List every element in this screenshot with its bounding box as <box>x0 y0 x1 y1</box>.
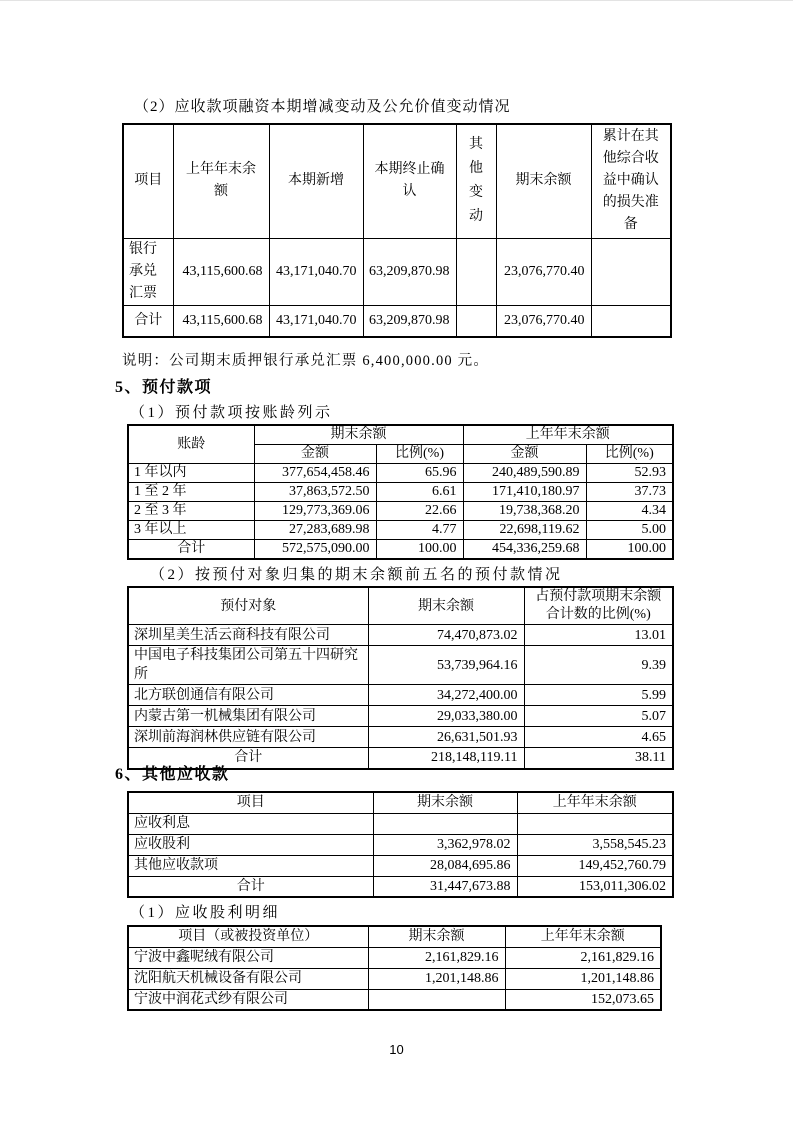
column-header: 期末余额 <box>368 926 505 947</box>
heading-dividends-detail: （1）应收股利明细 <box>130 905 281 921</box>
table-row <box>128 646 673 685</box>
table-row <box>128 464 673 483</box>
heading-prepayments-top5: （2）按预付对象归集的期末余额前五名的预付款情况 <box>150 567 563 583</box>
heading-section6-other-receivables: 6、其他应收款 <box>115 766 230 783</box>
table-row <box>128 968 661 989</box>
table-cell: 沈阳航天机械设备有限公司 <box>128 968 368 989</box>
table-cell: 23,076,770.40 <box>496 238 591 305</box>
table-cell: 1,201,148.86 <box>368 968 505 989</box>
table-cell: 宁波中润花式纱有限公司 <box>128 989 368 1010</box>
table-row <box>128 876 673 897</box>
table-row <box>128 834 673 855</box>
table-cell: 银行承兑汇票 <box>123 238 173 305</box>
table-cell: 合计 <box>128 876 373 897</box>
table-row <box>128 989 661 1010</box>
table-header-row <box>128 792 673 813</box>
table-row <box>128 502 673 521</box>
table-cell: 43,171,040.70 <box>269 238 363 305</box>
table-cell: 100.00 <box>376 540 463 560</box>
table-cell: 1,201,148.86 <box>505 968 661 989</box>
column-header: 项目 <box>128 792 373 813</box>
table-cell: 北方联创通信有限公司 <box>128 685 368 706</box>
prepayments-aging-table <box>127 424 674 560</box>
column-header: 比例(%) <box>376 445 463 464</box>
column-header: 本期新增 <box>269 124 363 238</box>
table-cell: 合计 <box>128 748 368 769</box>
table-cell: 合计 <box>123 305 173 337</box>
table-cell <box>368 989 505 1010</box>
table-cell: 26,631,501.93 <box>368 727 524 748</box>
table-cell: 22,698,119.62 <box>463 521 586 540</box>
column-header: 期末余额 <box>254 425 463 445</box>
table-cell: 合计 <box>128 540 254 560</box>
table-cell: 13.01 <box>524 625 673 646</box>
table-cell: 宁波中鑫呢绒有限公司 <box>128 947 368 968</box>
column-header: 金额 <box>463 445 586 464</box>
table-cell: 37,863,572.50 <box>254 483 376 502</box>
table-cell: 应收股利 <box>128 834 373 855</box>
table-cell: 240,489,590.89 <box>463 464 586 483</box>
column-header: 期末余额 <box>496 124 591 238</box>
table-cell <box>456 305 496 337</box>
table-header-row <box>128 926 661 947</box>
column-header: 期末余额 <box>368 587 524 625</box>
column-header: 比例(%) <box>586 445 673 464</box>
table-cell: 9.39 <box>524 646 673 685</box>
column-header: 上年年末余额 <box>505 926 661 947</box>
table-row <box>128 483 673 502</box>
table-row <box>123 238 671 305</box>
table-header-row <box>128 587 673 625</box>
table-cell <box>517 813 673 834</box>
column-header: 期末余额 <box>373 792 517 813</box>
table-cell: 5.00 <box>586 521 673 540</box>
receivables-financing-table <box>122 123 672 338</box>
table-cell: 中国电子科技集团公司第五十四研究所 <box>128 646 368 685</box>
dividends-receivable-table <box>127 925 662 1011</box>
table-cell: 53,739,964.16 <box>368 646 524 685</box>
table-cell: 4.65 <box>524 727 673 748</box>
table-cell: 23,076,770.40 <box>496 305 591 337</box>
column-header: 预付对象 <box>128 587 368 625</box>
table-cell: 4.34 <box>586 502 673 521</box>
table-cell: 4.77 <box>376 521 463 540</box>
table-cell: 572,575,090.00 <box>254 540 376 560</box>
page-number: 10 <box>389 1042 404 1057</box>
table-cell: 1 至 2 年 <box>128 483 254 502</box>
table-cell: 63,209,870.98 <box>363 238 456 305</box>
heading-receivables-financing: （2）应收款项融资本期增减变动及公允价值变动情况 <box>134 99 511 115</box>
table-cell: 43,115,600.68 <box>173 238 269 305</box>
table-cell: 3 年以上 <box>128 521 254 540</box>
table-cell: 129,773,369.06 <box>254 502 376 521</box>
table-header-row <box>123 124 671 238</box>
column-header: 上年年末余额 <box>463 425 673 445</box>
column-header: 金额 <box>254 445 376 464</box>
table-cell: 19,738,368.20 <box>463 502 586 521</box>
prepayments-top5-table <box>127 586 674 770</box>
table-cell: 28,084,695.86 <box>373 855 517 876</box>
table-cell: 74,470,873.02 <box>368 625 524 646</box>
column-header: 上年年末余额 <box>173 124 269 238</box>
heading-prepayments-aging: （1）预付款项按账龄列示 <box>130 405 333 421</box>
table-row <box>128 947 661 968</box>
table-cell: 171,410,180.97 <box>463 483 586 502</box>
table-cell: 27,283,689.98 <box>254 521 376 540</box>
table-cell: 377,654,458.46 <box>254 464 376 483</box>
table-cell: 深圳星美生活云商科技有限公司 <box>128 625 368 646</box>
table-row <box>128 855 673 876</box>
table-cell: 454,336,259.68 <box>463 540 586 560</box>
table-row <box>128 706 673 727</box>
table-row <box>128 685 673 706</box>
table-cell: 43,171,040.70 <box>269 305 363 337</box>
table-row <box>128 521 673 540</box>
heading-section5-prepayments: 5、预付款项 <box>115 379 213 396</box>
other-receivables-table <box>127 791 674 898</box>
table-cell: 深圳前海润林供应链有限公司 <box>128 727 368 748</box>
table-cell: 应收利息 <box>128 813 373 834</box>
table-cell: 29,033,380.00 <box>368 706 524 727</box>
pledge-note: 说明：公司期末质押银行承兑汇票 6,400,000.00 元。 <box>122 353 490 369</box>
table-cell: 43,115,600.68 <box>173 305 269 337</box>
table-cell: 5.99 <box>524 685 673 706</box>
table-cell: 2,161,829.16 <box>368 947 505 968</box>
table-row <box>128 625 673 646</box>
table-cell: 37.73 <box>586 483 673 502</box>
table-cell: 2 至 3 年 <box>128 502 254 521</box>
table-cell: 152,073.65 <box>505 989 661 1010</box>
table-cell: 3,558,545.23 <box>517 834 673 855</box>
table-row <box>128 813 673 834</box>
table-cell: 1 年以内 <box>128 464 254 483</box>
column-header: 项目（或被投资单位） <box>128 926 368 947</box>
table-row <box>128 540 673 560</box>
table-cell: 内蒙古第一机械集团有限公司 <box>128 706 368 727</box>
column-header: 本期终止确认 <box>363 124 456 238</box>
table-cell: 34,272,400.00 <box>368 685 524 706</box>
table-cell <box>591 238 671 305</box>
column-header: 占预付款项期末余额合计数的比例(%) <box>524 587 673 625</box>
table-cell: 153,011,306.02 <box>517 876 673 897</box>
table-cell: 22.66 <box>376 502 463 521</box>
column-header: 项目 <box>123 124 173 238</box>
table-cell: 6.61 <box>376 483 463 502</box>
table-cell <box>456 238 496 305</box>
table-row <box>128 727 673 748</box>
column-header: 累计在其他综合收益中确认的损失准备 <box>591 124 671 238</box>
table-header-row <box>128 425 673 445</box>
column-header: 其他变动 <box>456 124 496 238</box>
table-cell <box>591 305 671 337</box>
table-cell: 31,447,673.88 <box>373 876 517 897</box>
column-header: 账龄 <box>128 425 254 464</box>
table-cell: 63,209,870.98 <box>363 305 456 337</box>
table-cell: 149,452,760.79 <box>517 855 673 876</box>
table-cell: 5.07 <box>524 706 673 727</box>
table-row <box>123 305 671 337</box>
table-cell: 38.11 <box>524 748 673 769</box>
table-cell: 65.96 <box>376 464 463 483</box>
table-cell: 218,148,119.11 <box>368 748 524 769</box>
table-cell: 100.00 <box>586 540 673 560</box>
table-cell: 3,362,978.02 <box>373 834 517 855</box>
table-cell: 2,161,829.16 <box>505 947 661 968</box>
table-cell: 其他应收款项 <box>128 855 373 876</box>
column-header: 上年年末余额 <box>517 792 673 813</box>
table-cell <box>373 813 517 834</box>
table-cell: 52.93 <box>586 464 673 483</box>
